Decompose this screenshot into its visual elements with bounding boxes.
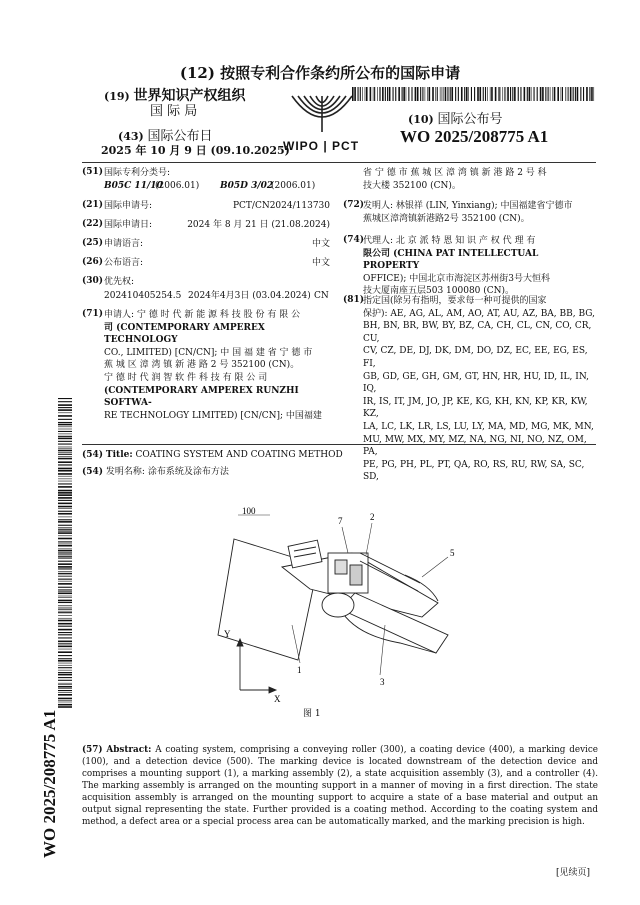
f81-designated-states: [363, 295, 595, 484]
org-name: 世界知识产权组织: [133, 88, 246, 104]
label-100: 100: [242, 506, 256, 516]
f81-line: PE, PG, PH, PL, PT, QA, RO, RS, RU, RW, SA, SC, SD,: [363, 459, 585, 483]
wipo-pct-text: WIPO | PCT: [283, 139, 360, 153]
f51-code: (51): [82, 167, 104, 177]
f22-value: 2024 年 8 月 21 日 (21.08.2024): [187, 220, 330, 230]
f26-code: (26): [82, 257, 104, 267]
f81-line: BH, BN, BR, BW, BY, BZ, CA, CH, CL, CN, CO, CR, CU,: [363, 321, 592, 344]
f81-line: 指定国(除另有指明，要求每一种可提供的国家: [363, 296, 547, 306]
pubdate-code: (43): [118, 130, 144, 143]
top-barcode: [352, 87, 596, 101]
f51-class2: B05D 3/02: [220, 181, 274, 191]
f30-number: 202410405254.5: [104, 291, 182, 301]
side-barcode: [58, 398, 72, 708]
f21-value: PCT/CN2024/113730: [232, 201, 330, 211]
f81-code: (81): [343, 295, 365, 305]
f81-line: 保护): AE, AG, AL, AM, AO, AT, AU, AZ, BA, BB, BG,: [363, 308, 595, 319]
f74-line: 代理人: 北 京 派 特 恩 知 识 产 权 代 理 有: [363, 236, 536, 246]
label-3: 3: [380, 677, 385, 687]
title-en: [82, 449, 343, 462]
f72-line: 蕉城区漳湾镇新港路2号 352100 (CN)。: [363, 213, 530, 224]
abstract-text: A coating system, comprising a conveying roller (300), a coating device (400), a marking device (100), and a detection device (500). The marking device is located downstream of the detection device and comprises a mounting support (1), a marking assembly (2), a state acquisition assembly (3), and a controller (4). The marking assembly is arranged on the mounting support in a manner of moving in a first direction. The state acquisition assembly is arranged on the mounting support to acquire a state of a base material and output an output signal representing the state. Further provided is a coating method. According to the coating system and method, a defect area or a special process area can be automatically marked, and the marking precision is high.: [82, 745, 599, 827]
figure-1-drawing: [190, 505, 490, 735]
title-cn-code: (54): [82, 467, 104, 477]
f74-agent: [363, 235, 593, 298]
org-bureau: 国 际 局: [150, 104, 198, 119]
f81-line: GB, GD, GE, GH, GM, GT, HN, HR, HU, ID, IL, IN, IQ,: [363, 371, 589, 395]
abstract-code: (57): [82, 745, 103, 755]
publication-number: WO 2025/208775 A1: [400, 127, 549, 146]
titles-divider: [82, 444, 596, 445]
title-cn-label: 发明名称:: [105, 467, 145, 477]
f71-line: (CONTEMPORARY AMPEREX RUNZHI SOFTWA-: [104, 385, 299, 409]
abstract-label: Abstract:: [106, 745, 152, 755]
f22-code: (22): [82, 219, 104, 229]
pubno-code: (10): [408, 113, 434, 126]
f51-class1: B05C 11/10: [104, 181, 163, 191]
f26-label: 公布语言:: [104, 258, 144, 268]
abstract: [82, 744, 598, 828]
address-continuation: [363, 167, 593, 192]
f30-date: 2024年4月3日 (03.04.2024): [188, 291, 311, 301]
axis-x-label: X: [274, 694, 281, 704]
pubdate-label: 国际公布日: [147, 129, 213, 144]
title-en-label: Title:: [105, 450, 133, 460]
f72-code: (72): [343, 200, 365, 210]
f21-label: 国际申请号:: [104, 201, 153, 211]
title-cn-value: 涂布系统及涂布方法: [147, 467, 229, 477]
f21-code: (21): [82, 200, 104, 210]
label-2: 2: [370, 512, 375, 522]
f72-inventor: [363, 200, 593, 225]
title-en-code: (54): [82, 450, 104, 460]
f81-line: MU, MW, MX, MY, MZ, NA, NG, NI, NO, NZ, OM, PA,: [363, 434, 587, 458]
f30-code: (30): [82, 276, 104, 286]
f74-code: (74): [343, 235, 365, 245]
f30-label: 优先权:: [104, 277, 135, 287]
label-1: 1: [297, 665, 302, 675]
f71-code: (71): [82, 309, 104, 319]
f71-line: 宁 德 时 代 润 智 软 件 科 技 有 限 公 司: [104, 372, 268, 383]
continued-note: [见续页]: [556, 868, 591, 878]
title-cn: [82, 466, 229, 479]
pubno-heading: [408, 111, 503, 128]
f25-label: 申请语言:: [104, 239, 144, 249]
f71-line: RE TECHNOLOGY LIMITED) [CN/CN]; 中国福建: [104, 410, 322, 421]
cont-line: 技大楼 352100 (CN)。: [363, 180, 461, 191]
organization-block: [104, 88, 246, 105]
figure-caption: 图 1: [303, 709, 321, 719]
axis-y-label: Y: [224, 629, 231, 639]
f25-value: 中文: [311, 239, 330, 249]
f51-version2: (2006.01): [271, 181, 316, 191]
f81-line: LA, LC, LK, LR, LS, LU, LY, MA, MD, MG, MK, MN,: [363, 421, 594, 432]
label-5: 5: [450, 548, 455, 558]
document-title: (12) 按照专利合作条约所公布的国际申请: [179, 64, 461, 82]
cont-line: 省 宁 德 市 蕉 城 区 漳 湾 镇 新 港 路 2 号 科: [363, 168, 547, 178]
f30-country: CN: [314, 291, 329, 301]
f71-line: 司 (CONTEMPORARY AMPEREX TECHNOLOGY: [104, 322, 265, 346]
vertical-publication-number: WO 2025/208775 A1: [40, 709, 59, 858]
f71-line: 申请人: 宁 德 时 代 新 能 源 科 技 股 份 有 限 公: [104, 310, 301, 320]
f74-line: OFFICE); 中国北京市海淀区苏州街3号大恒科: [363, 273, 551, 284]
f72-line: 发明人: 林银祥 (LIN, Yinxiang); 中国福建省宁德市: [363, 201, 573, 211]
f71-applicants: [104, 309, 330, 422]
pubno-label: 国际公布号: [437, 112, 503, 127]
f74-line: 限公司 (CHINA PAT INTELLECTUAL PROPERTY: [363, 248, 539, 272]
f26-value: 中文: [311, 258, 330, 268]
f51-label: 国际专利分类号:: [104, 168, 171, 178]
header-divider: [82, 162, 596, 163]
f81-line: IR, IS, IT, JM, JO, JP, KE, KG, KH, KN, KP, KR, KW, KZ,: [363, 396, 588, 420]
org-code: (19): [104, 90, 130, 103]
pubdate-value: 2025 年 10 月 9 日 (09.10.2025): [101, 144, 290, 157]
f25-code: (25): [82, 238, 104, 248]
f22-label: 国际申请日:: [104, 220, 153, 230]
label-7: 7: [338, 516, 343, 526]
f74-line: 技大厦南座五层503 100080 (CN)。: [363, 286, 515, 297]
f71-line: 蕉 城 区 漳 湾 镇 新 港 路 2 号 352100 (CN)。: [104, 360, 300, 371]
f51-version1: (2006.01): [155, 181, 200, 191]
f71-line: CO., LIMITED) [CN/CN]; 中 国 福 建 省 宁 德 市: [104, 347, 313, 358]
title-en-value: COATING SYSTEM AND COATING METHOD: [135, 450, 343, 460]
f81-line: CV, CZ, DE, DJ, DK, DM, DO, DZ, EC, EE, EG, ES, FI,: [363, 346, 588, 369]
